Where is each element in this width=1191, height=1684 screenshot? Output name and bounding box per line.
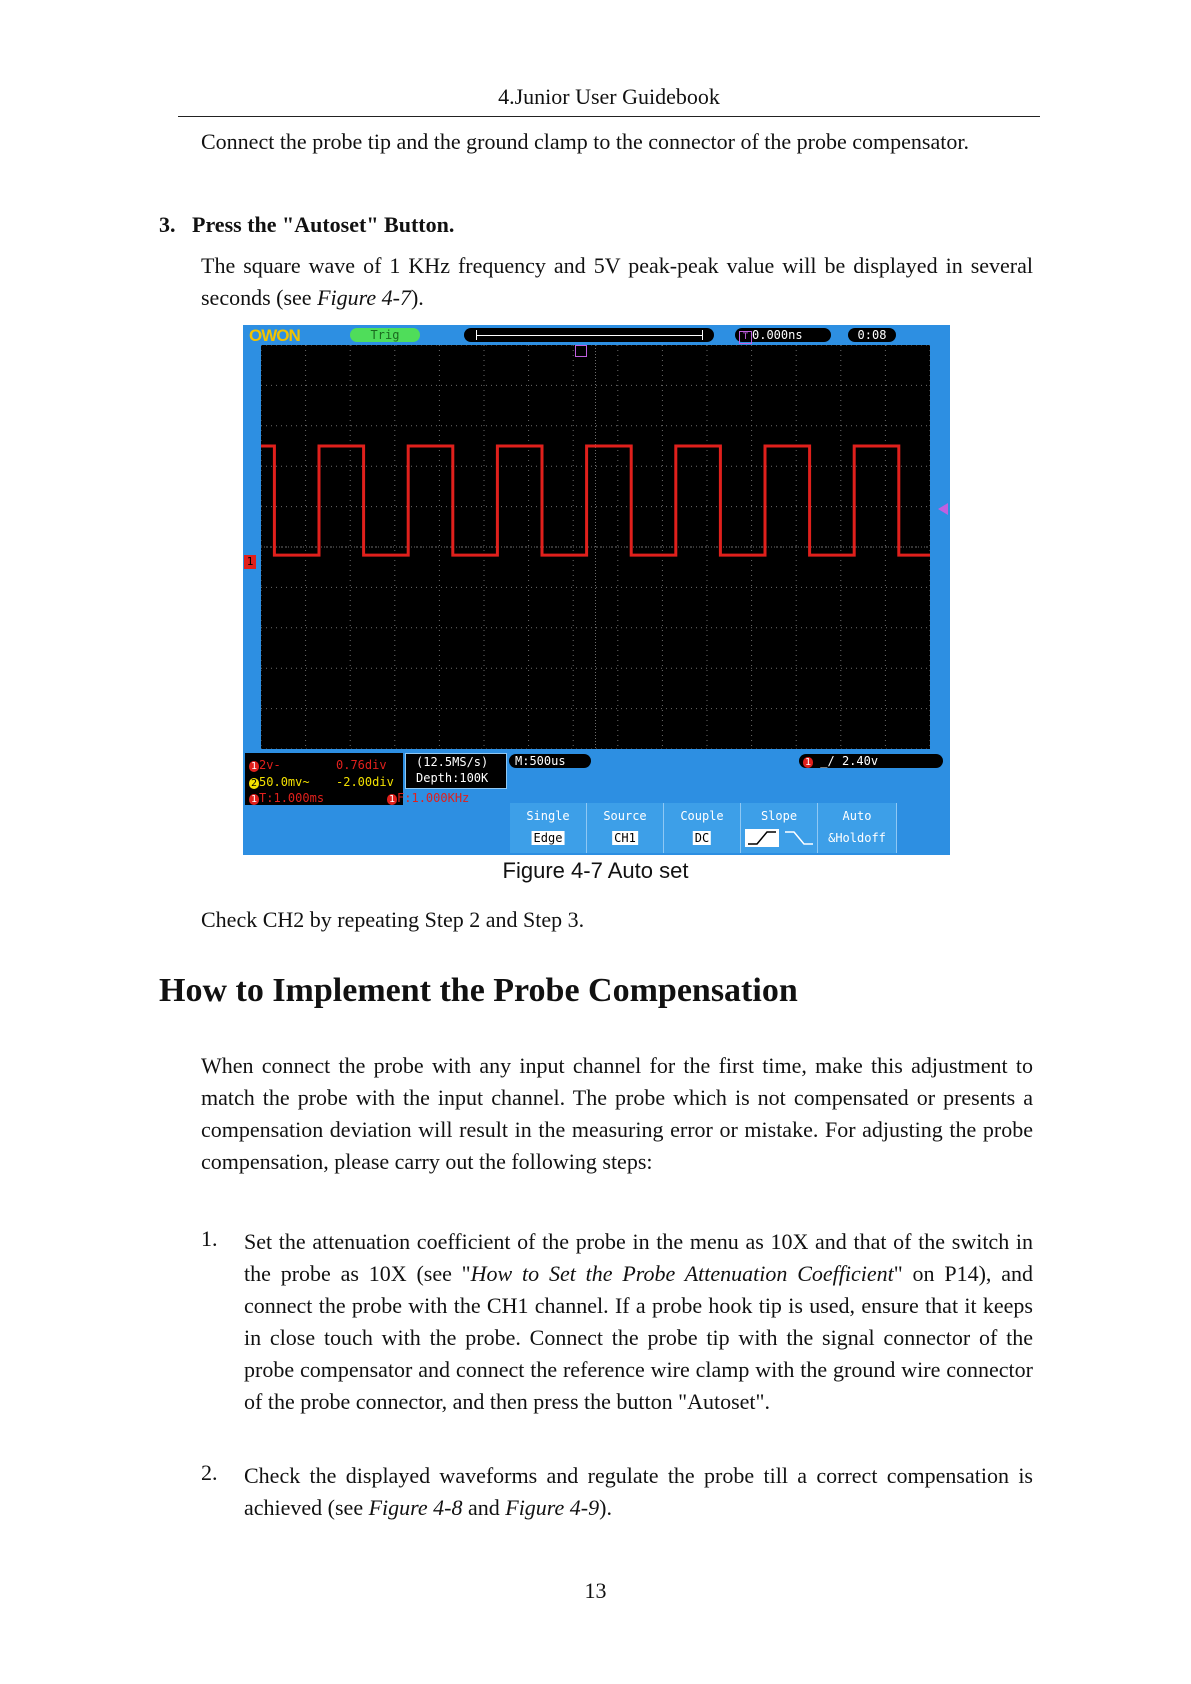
scope-display <box>261 345 930 749</box>
ch2-offset: -2.00div <box>336 775 394 789</box>
list-number: 1. <box>201 1226 218 1251</box>
step-3-body <box>201 250 1033 314</box>
oscilloscope-screenshot <box>243 325 950 855</box>
list-item <box>244 1226 1033 1418</box>
step-title-key: Autoset <box>294 212 367 237</box>
trig-level-value: 2.40v <box>841 754 879 768</box>
ch1-badge: 1 <box>805 757 812 768</box>
section-heading: How to Implement the Probe Compensation <box>159 972 798 1009</box>
ch1-offset: 0.76div <box>336 758 387 772</box>
ch2-scale: 2 50.0mv~ <box>251 775 310 789</box>
trig-status-badge: Trig <box>350 328 420 342</box>
period-readout: 1 T:1.000ms <box>251 791 325 805</box>
clock-readout: 0:08 <box>848 328 896 342</box>
section-ref: How to Set the Probe Attenuation Coefficient <box>470 1261 894 1286</box>
menu-button-slope[interactable]: Slope <box>741 803 818 853</box>
trigger-icon: T <box>739 331 752 344</box>
list-text: Check the displayed waveforms and regulate the probe till a correct compensation is achieved (see <box>244 1463 1033 1520</box>
figure-ref: Figure 4-9 <box>505 1495 600 1520</box>
step-body-text: The square wave of 1 KHz frequency and 5V peak-peak value will be displayed in several seconds (see <box>201 253 1033 310</box>
list-number: 2. <box>201 1460 218 1485</box>
sample-rate: (12.5MS/s) <box>416 755 489 769</box>
check-ch2-text: Check CH2 by repeating Step 2 and Step 3. <box>201 907 585 932</box>
step-title-post: " Button. <box>366 212 455 237</box>
frequency-readout: 1 F:1.000KHz <box>389 791 470 805</box>
trig-pos-value: 0.000ns <box>752 328 803 342</box>
trigger-level-arrow <box>938 503 948 515</box>
trigger-position-readout <box>735 328 831 342</box>
step-title-pre: Press the " <box>192 212 295 237</box>
waveform-plot <box>261 345 930 749</box>
figure-ref: Figure 4-8 <box>368 1495 463 1520</box>
trigger-level-readout <box>799 754 943 768</box>
ch1-scale: 1 2v- <box>251 758 281 772</box>
timebase-readout: M:500us <box>509 754 591 768</box>
slope-icons <box>745 829 815 849</box>
memory-depth: Depth:100K <box>416 771 489 785</box>
figure-ref: Figure 4-7 <box>317 285 411 310</box>
figure-caption: Figure 4-7 Auto set <box>502 858 689 883</box>
trigger-position-marker <box>575 345 587 357</box>
step-body-end: ). <box>410 285 424 310</box>
step-number: 3. <box>159 212 176 237</box>
section-intro-paragraph: When connect the probe with any input channel for the first time, make this adjustment to match the probe with the input channel. The probe which is not compensated or presents a compensation deviation will result in the measuring error or mistake. For adjusting the probe compensation, please carry out the following steps: <box>201 1053 1033 1174</box>
running-header: 4.Junior User Guidebook <box>178 84 1040 117</box>
intro-paragraph: Connect the probe tip and the ground clamp to the connector of the probe compensator. <box>201 129 969 154</box>
list-text-end: " on P14), and connect the probe with the CH1 channel. If a probe hook tip is used, ensure that it keeps in close touch with the probe. Connect the probe tip with the signal connector of the probe compensator and connect the reference wire clamp with the ground wire connector of the probe connector, and then press the button "Autoset". <box>244 1261 1033 1414</box>
list-item <box>244 1460 1033 1524</box>
list-text-end: ). <box>599 1495 612 1520</box>
menu-button-source[interactable]: Source CH1 <box>587 803 664 853</box>
list-text: Set the attenuation coefficient of the probe in the menu as 10X and that of the switch in the probe as 10X (see " <box>244 1229 1033 1286</box>
acquisition-panel <box>405 753 507 789</box>
rising-edge-icon: _/ <box>820 754 835 768</box>
menu-button-holdoff[interactable]: Auto &Holdoff <box>818 803 897 853</box>
menu-button-couple[interactable]: Couple DC <box>664 803 741 853</box>
ch1-ground-marker: 1 <box>244 555 256 569</box>
page-number: 13 <box>584 1578 607 1603</box>
menu-button-type[interactable]: Single Edge <box>510 803 587 853</box>
step-3-heading <box>159 212 454 238</box>
list-text-mid: and <box>462 1495 506 1520</box>
memory-position-bar <box>464 328 714 342</box>
owon-logo: OWON <box>249 326 300 345</box>
